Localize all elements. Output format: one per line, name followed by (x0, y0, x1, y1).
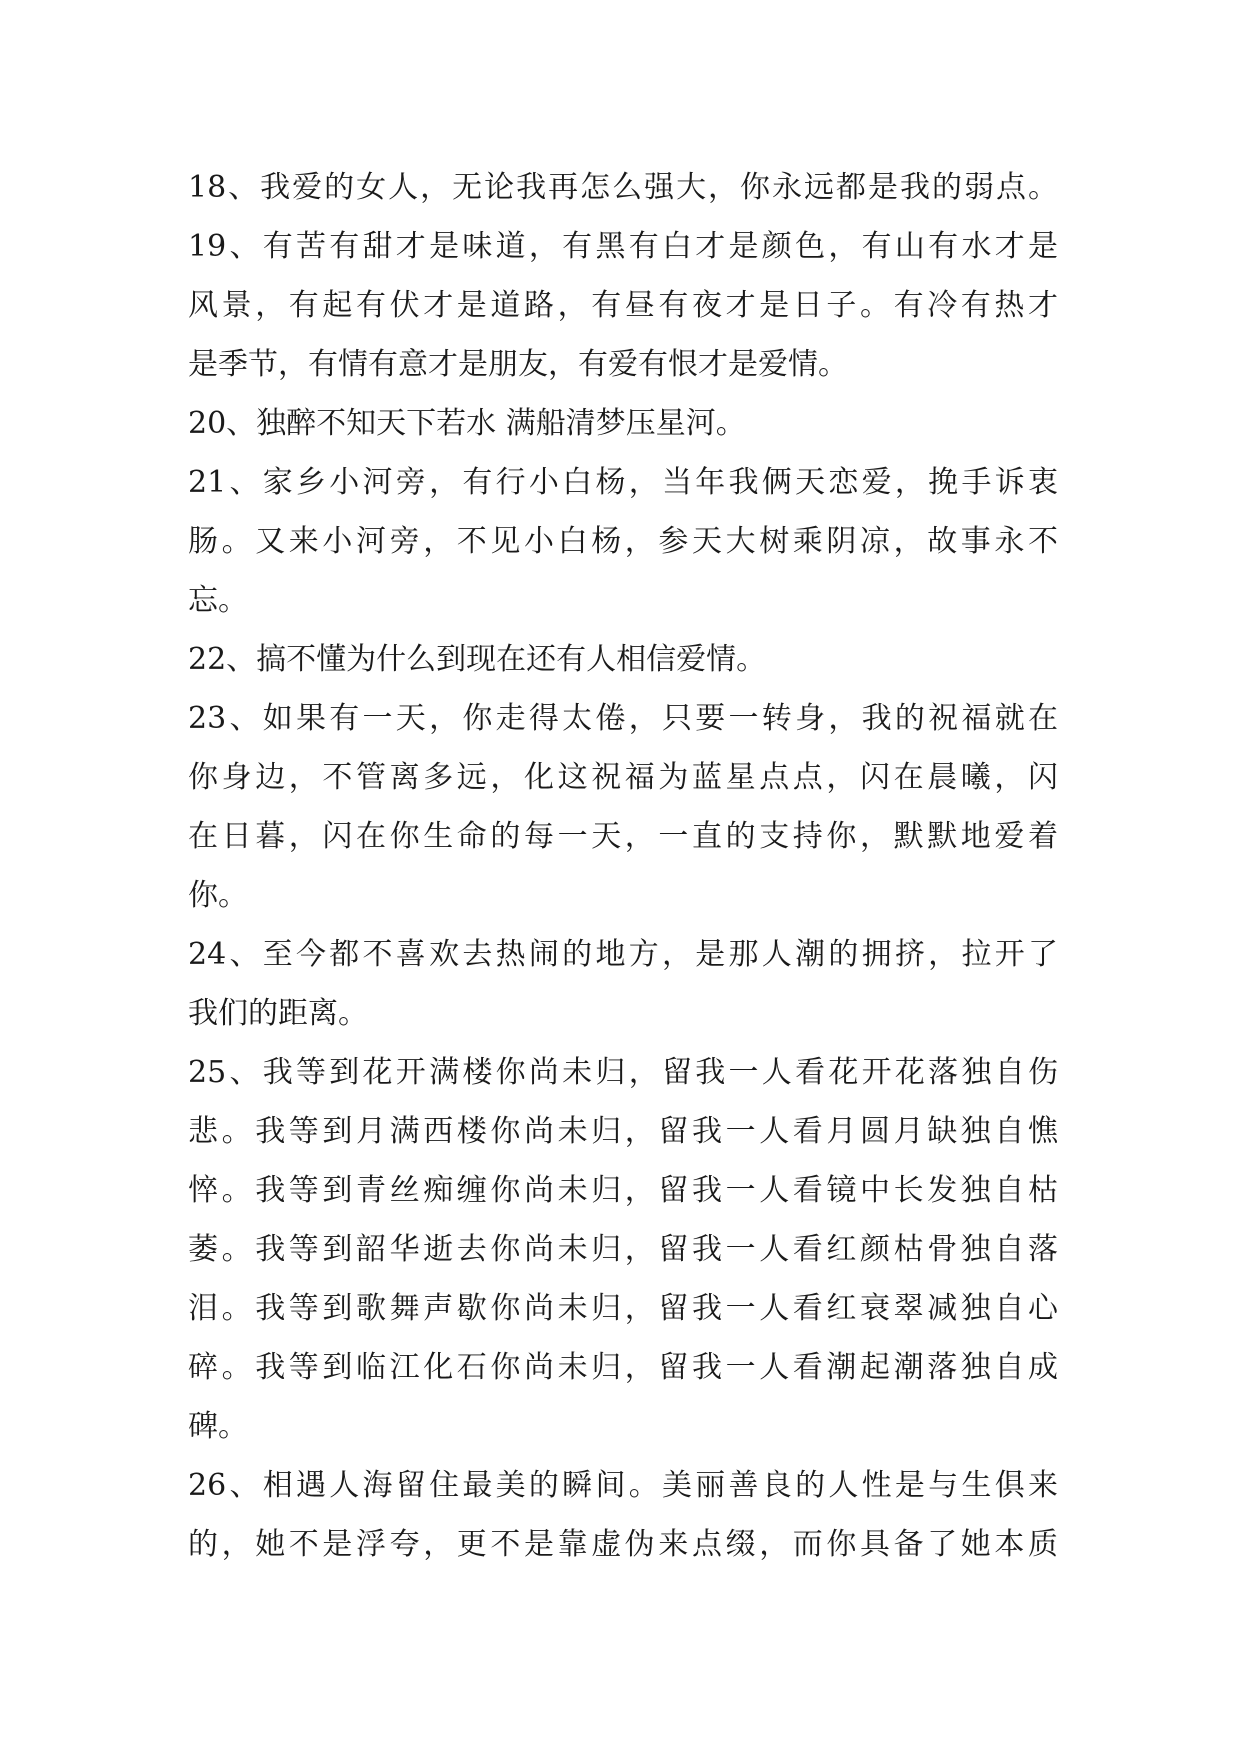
text-line-1: 18、我爱的女人，无论我再怎么强大，你永远都是我的弱点。 (188, 170, 1058, 205)
text-line-5: 20、独醉不知天下若水 满船清梦压星河。 (188, 406, 746, 441)
text-line-14: 24、至今都不喜欢去热闹的地方，是那人潮的拥挤，拉开了 (188, 937, 1058, 972)
text-line-10: 23、如果有一天，你走得太倦，只要一转身，我的祝福就在 (188, 701, 1058, 736)
text-line-3: 风景，有起有伏才是道路，有昼有夜才是日子。有冷有热才 (188, 288, 1058, 323)
text-line-13: 你。 (188, 878, 248, 913)
text-line-15: 我们的距离。 (188, 996, 368, 1031)
text-line-20: 泪。我等到歌舞声歇你尚未归，留我一人看红衰翠减独自心 (188, 1291, 1058, 1326)
text-line-9: 22、搞不懂为什么到现在还有人相信爱情。 (188, 642, 767, 677)
text-line-18: 悴。我等到青丝痴缠你尚未归，留我一人看镜中长发独自枯 (188, 1173, 1058, 1208)
text-line-24: 的，她不是浮夸，更不是靠虚伪来点缀，而你具备了她本质 (188, 1527, 1058, 1562)
document-page (188, 158, 1058, 1574)
text-line-11: 你身边，不管离多远，化这祝福为蓝星点点，闪在晨曦，闪 (188, 760, 1058, 795)
text-line-23: 26、相遇人海留住最美的瞬间。美丽善良的人性是与生俱来 (188, 1468, 1058, 1503)
text-line-17: 悲。我等到月满西楼你尚未归，留我一人看月圆月缺独自憔 (188, 1114, 1058, 1149)
text-line-2: 19、有苦有甜才是味道，有黑有白才是颜色，有山有水才是 (188, 229, 1058, 264)
text-line-8: 忘。 (188, 583, 248, 618)
text-line-16: 25、我等到花开满楼你尚未归，留我一人看花开花落独自伤 (188, 1055, 1058, 1090)
text-line-7: 肠。又来小河旁，不见小白杨，参天大树乘阴凉，故事永不 (188, 524, 1058, 559)
text-line-6: 21、家乡小河旁，有行小白杨，当年我俩天恋爱，挽手诉衷 (188, 465, 1058, 500)
text-line-21: 碎。我等到临江化石你尚未归，留我一人看潮起潮落独自成 (188, 1350, 1058, 1385)
text-line-4: 是季节，有情有意才是朋友，有爱有恨才是爱情。 (188, 347, 848, 382)
text-line-22: 碑。 (188, 1409, 248, 1444)
text-line-12: 在日暮，闪在你生命的每一天，一直的支持你，默默地爱着 (188, 819, 1058, 854)
text-line-19: 萎。我等到韶华逝去你尚未归，留我一人看红颜枯骨独自落 (188, 1232, 1058, 1267)
